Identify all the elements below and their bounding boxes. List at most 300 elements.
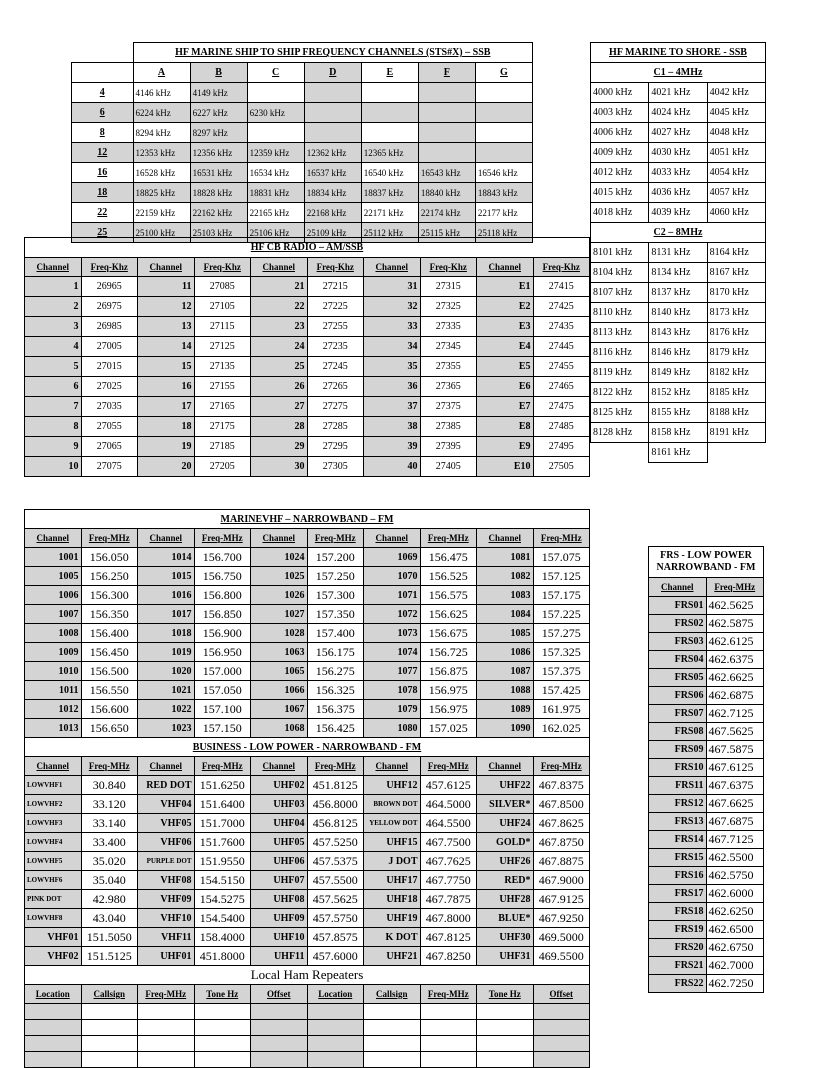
frs-frequency: 462.6125: [706, 633, 764, 651]
ham-cell: [81, 1020, 138, 1036]
ham-cell: [138, 1004, 195, 1020]
business-frequency: 154.5150: [194, 871, 251, 890]
vhf-channel: 1081: [477, 548, 534, 567]
ship-frequency: 8297 kHz: [190, 123, 247, 143]
frs-channel: FRS15: [649, 849, 707, 867]
business-frequency: 42.980: [81, 890, 138, 909]
ship-frequency: 16531 kHz: [190, 163, 247, 183]
business-frequency: 33.400: [81, 833, 138, 852]
ham-title: Local Ham Repeaters: [25, 966, 590, 985]
vhf-row: [25, 605, 590, 624]
ship-frequency: 25100 kHz: [133, 223, 190, 243]
cb-frequency: 27135: [194, 357, 251, 377]
business-frequency: 467.9000: [533, 871, 590, 890]
vhf-channel: 1084: [477, 605, 534, 624]
vhf-frequency: 157.225: [533, 605, 590, 624]
vhf-frequency: 156.900: [194, 624, 251, 643]
column-header: Channel: [364, 757, 421, 776]
frs-channel: FRS02: [649, 615, 707, 633]
shore-frequency: 8164 kHz: [707, 243, 765, 263]
vhf-row: [25, 681, 590, 700]
frs-channel: FRS05: [649, 669, 707, 687]
business-channel: UHF03: [251, 795, 308, 814]
vhf-frequency: 156.375: [307, 700, 364, 719]
ship-frequency: 6227 kHz: [190, 103, 247, 123]
cb-frequency: 27435: [533, 317, 590, 337]
cb-channel: E2: [477, 297, 534, 317]
ship-to-shore-table: [590, 42, 766, 463]
business-channel: K DOT: [364, 928, 421, 947]
frs-channel: FRS14: [649, 831, 707, 849]
business-channel: UHF30: [477, 928, 534, 947]
ham-header-row: [25, 985, 590, 1004]
business-frequency: 467.8750: [533, 833, 590, 852]
ship-frequency: 22168 kHz: [304, 203, 361, 223]
vhf-frequency: 157.125: [533, 567, 590, 586]
frs-frequency: 462.6250: [706, 903, 764, 921]
cb-frequency: 27175: [194, 417, 251, 437]
ham-cell: [477, 1020, 534, 1036]
ham-cell: [533, 1004, 590, 1020]
cb-frequency: 27015: [81, 357, 138, 377]
business-channel: VHF08: [138, 871, 195, 890]
vhf-frequency: 156.500: [81, 662, 138, 681]
ham-cell: [81, 1004, 138, 1020]
vhf-frequency: 156.750: [194, 567, 251, 586]
vhf-channel: 1020: [138, 662, 195, 681]
vhf-frequency: 156.725: [420, 643, 477, 662]
cb-frequency: 27325: [420, 297, 477, 317]
frs-frequency: 462.7250: [706, 975, 764, 993]
business-frequency: 457.5625: [307, 890, 364, 909]
frs-row: [649, 975, 764, 993]
vhf-frequency: 156.050: [81, 548, 138, 567]
ham-cell: [251, 1004, 308, 1020]
cb-frequency: 26975: [81, 297, 138, 317]
cb-frequency: 27405: [420, 457, 477, 477]
shore-frequency: 8176 kHz: [707, 323, 765, 343]
frs-title-row: [649, 547, 764, 578]
business-title: BUSINESS - LOW POWER - NARROWBAND - FM: [25, 738, 590, 757]
vhf-frequency: 157.000: [194, 662, 251, 681]
vhf-frequency: 157.375: [533, 662, 590, 681]
cb-channel: 28: [251, 417, 308, 437]
shore-frequency: 4048 kHz: [707, 123, 765, 143]
ship-frequency: [418, 103, 475, 123]
shore-frequency: 4006 kHz: [591, 123, 649, 143]
ship-frequency: 18825 kHz: [133, 183, 190, 203]
business-channel: UHF28: [477, 890, 534, 909]
column-header: Channel: [649, 578, 707, 597]
ship-frequency: 12362 kHz: [304, 143, 361, 163]
shore-frequency: 4027 kHz: [649, 123, 707, 143]
vhf-frequency: 157.400: [307, 624, 364, 643]
business-channel: SILVER*: [477, 795, 534, 814]
cb-channel: E4: [477, 337, 534, 357]
shore-frequency: 8107 kHz: [591, 283, 649, 303]
column-header: Freq-MHz: [81, 757, 138, 776]
cb-row: [25, 397, 590, 417]
vhf-row: [25, 643, 590, 662]
cb-row: [25, 357, 590, 377]
ham-cell: [420, 1004, 477, 1020]
vhf-row: [25, 567, 590, 586]
shore-frequency: 8149 kHz: [649, 363, 707, 383]
cb-title: HF CB RADIO – AM/SSB: [25, 238, 590, 258]
shore-frequency: 4018 kHz: [591, 203, 649, 223]
vhf-channel: 1069: [364, 548, 421, 567]
vhf-channel: 1066: [251, 681, 308, 700]
ship-frequency: 8294 kHz: [133, 123, 190, 143]
vhf-channel: 1022: [138, 700, 195, 719]
shore-frequency: 4057 kHz: [707, 183, 765, 203]
vhf-channel: 1086: [477, 643, 534, 662]
shore-frequency: 8191 kHz: [707, 423, 765, 443]
cb-frequency: 27355: [420, 357, 477, 377]
column-header: Channel: [25, 529, 82, 548]
shore-frequency: 4000 kHz: [591, 83, 649, 103]
column-header: Channel: [251, 258, 308, 277]
ham-cell: [477, 1036, 534, 1052]
business-channel: LOWVHF2: [25, 795, 82, 814]
cb-row: [25, 457, 590, 477]
business-frequency: 33.120: [81, 795, 138, 814]
ship-frequency: 12365 kHz: [361, 143, 418, 163]
vhf-frequency: 156.800: [194, 586, 251, 605]
business-frequency: 154.5275: [194, 890, 251, 909]
ham-cell: [194, 1036, 251, 1052]
cb-channel: 9: [25, 437, 82, 457]
vhf-channel: 1070: [364, 567, 421, 586]
column-header: Freq-MHz: [420, 757, 477, 776]
ham-cell: [477, 1004, 534, 1020]
frs-channel: FRS13: [649, 813, 707, 831]
ham-row: [25, 1052, 590, 1068]
column-header: Freq-Khz: [420, 258, 477, 277]
cb-channel: 31: [364, 277, 421, 297]
ship-channel: 12: [72, 143, 134, 163]
column-header: Freq-MHz: [194, 529, 251, 548]
cb-frequency: 27105: [194, 297, 251, 317]
cb-channel: 4: [25, 337, 82, 357]
vhf-frequency: 156.700: [194, 548, 251, 567]
frs-channel: FRS09: [649, 741, 707, 759]
vhf-frequency: 156.300: [81, 586, 138, 605]
frs-channel: FRS07: [649, 705, 707, 723]
business-channel: LOWVHF3: [25, 814, 82, 833]
vhf-frequency: 157.350: [307, 605, 364, 624]
cb-channel: 14: [138, 337, 195, 357]
shore-frequency: 4024 kHz: [649, 103, 707, 123]
cb-channel: 19: [138, 437, 195, 457]
cb-channel: 29: [251, 437, 308, 457]
shore-c1-row: [591, 63, 766, 83]
business-row: [25, 776, 590, 795]
ship-to-ship-table: [71, 42, 533, 243]
ham-cell: [533, 1036, 590, 1052]
shore-row: [591, 263, 766, 283]
cb-row: [25, 337, 590, 357]
ship-frequency: 12359 kHz: [247, 143, 304, 163]
ham-cell: [364, 1036, 421, 1052]
business-frequency: 467.9125: [533, 890, 590, 909]
shore-row: [591, 383, 766, 403]
ham-cell: [477, 1052, 534, 1068]
shore-frequency: [591, 443, 649, 463]
shore-frequency: 8146 kHz: [649, 343, 707, 363]
vhf-frequency: 156.950: [194, 643, 251, 662]
ship-frequency: 16528 kHz: [133, 163, 190, 183]
frs-title: [649, 547, 764, 578]
business-channel: UHF15: [364, 833, 421, 852]
ham-cell: [533, 1052, 590, 1068]
business-frequency: 456.8125: [307, 814, 364, 833]
business-row: [25, 928, 590, 947]
cb-frequency: 27155: [194, 377, 251, 397]
vhf-channel: 1009: [25, 643, 82, 662]
business-channel: VHF06: [138, 833, 195, 852]
ham-cell: [194, 1004, 251, 1020]
column-header: Freq-Khz: [81, 258, 138, 277]
ship-channel: 22: [72, 203, 134, 223]
ham-cell: [307, 1052, 364, 1068]
business-channel: UHF08: [251, 890, 308, 909]
cb-channel: E1: [477, 277, 534, 297]
vhf-frequency: 156.525: [420, 567, 477, 586]
frs-frequency: 462.6500: [706, 921, 764, 939]
ship-row: [72, 103, 533, 123]
ship-frequency: [361, 103, 418, 123]
column-header: Channel: [138, 757, 195, 776]
shore-row: [591, 323, 766, 343]
cb-row: [25, 417, 590, 437]
ship-frequency: 12356 kHz: [190, 143, 247, 163]
business-frequency: 457.6125: [420, 776, 477, 795]
column-header: Freq-MHz: [138, 985, 195, 1004]
business-frequency: 151.7600: [194, 833, 251, 852]
shore-row: [591, 203, 766, 223]
cb-channel: 11: [138, 277, 195, 297]
cb-channel: E5: [477, 357, 534, 377]
cb-channel: 6: [25, 377, 82, 397]
business-frequency: 457.5250: [307, 833, 364, 852]
cb-channel: 34: [364, 337, 421, 357]
frs-frequency: 467.6625: [706, 795, 764, 813]
cb-frequency: 27375: [420, 397, 477, 417]
marine-vhf-table: [24, 509, 590, 1068]
frs-title-line2: NARROWBAND - FM: [656, 562, 756, 573]
vhf-row: [25, 662, 590, 681]
cb-channel: 39: [364, 437, 421, 457]
ship-channel: 16: [72, 163, 134, 183]
ship-row: [72, 183, 533, 203]
cb-channel: 1: [25, 277, 82, 297]
business-channel: PINK DOT: [25, 890, 82, 909]
column-header: Channel: [477, 529, 534, 548]
cb-frequency: 27275: [307, 397, 364, 417]
cb-channel: E9: [477, 437, 534, 457]
frs-frequency: 467.6375: [706, 777, 764, 795]
frs-row: [649, 903, 764, 921]
business-frequency: 151.6400: [194, 795, 251, 814]
business-row: [25, 947, 590, 966]
ham-cell: [420, 1020, 477, 1036]
shore-frequency: 8167 kHz: [707, 263, 765, 283]
business-frequency: 43.040: [81, 909, 138, 928]
shore-frequency: 4036 kHz: [649, 183, 707, 203]
ham-title-row: [25, 966, 590, 985]
column-header: Freq-Khz: [307, 258, 364, 277]
vhf-channel: 1083: [477, 586, 534, 605]
cb-channel: 21: [251, 277, 308, 297]
ham-cell: [194, 1052, 251, 1068]
business-channel: BROWN DOT: [364, 795, 421, 814]
ship-frequency: 25118 kHz: [475, 223, 532, 243]
column-header: Freq-MHz: [533, 529, 590, 548]
ship-frequency: [304, 83, 361, 103]
frs-channel: FRS10: [649, 759, 707, 777]
cb-channel: 26: [251, 377, 308, 397]
column-header: Location: [25, 985, 82, 1004]
cb-channel: E8: [477, 417, 534, 437]
frs-row: [649, 741, 764, 759]
shore-frequency: 8188 kHz: [707, 403, 765, 423]
cb-frequency: 27075: [81, 457, 138, 477]
column-header: Freq-MHz: [81, 529, 138, 548]
column-header: Freq-MHz: [420, 529, 477, 548]
cb-frequency: 27085: [194, 277, 251, 297]
business-frequency: 467.7875: [420, 890, 477, 909]
shore-frequency: [707, 443, 765, 463]
business-frequency: 457.5375: [307, 852, 364, 871]
vhf-channel: 1012: [25, 700, 82, 719]
vhf-frequency: 157.200: [307, 548, 364, 567]
cb-frequency: 27295: [307, 437, 364, 457]
vhf-channel: 1088: [477, 681, 534, 700]
ham-cell: [364, 1052, 421, 1068]
ship-column-header: F: [418, 63, 475, 83]
frs-frequency: 467.6125: [706, 759, 764, 777]
column-header: Freq-MHz: [533, 757, 590, 776]
business-frequency: 467.8375: [533, 776, 590, 795]
shore-title-row: [591, 43, 766, 63]
vhf-frequency: 156.975: [420, 700, 477, 719]
shore-frequency: 8134 kHz: [649, 263, 707, 283]
ship-frequency: 22165 kHz: [247, 203, 304, 223]
ship-frequency: 18840 kHz: [418, 183, 475, 203]
vhf-frequency: 156.275: [307, 662, 364, 681]
cb-channel: E3: [477, 317, 534, 337]
business-frequency: 35.020: [81, 852, 138, 871]
business-frequency: 457.6000: [307, 947, 364, 966]
cb-channel: 24: [251, 337, 308, 357]
shore-row: [591, 123, 766, 143]
ham-cell: [25, 1052, 82, 1068]
shore-frequency: 4030 kHz: [649, 143, 707, 163]
business-row: [25, 814, 590, 833]
cb-row: [25, 297, 590, 317]
cb-row: [25, 377, 590, 397]
business-frequency: 158.4000: [194, 928, 251, 947]
vhf-channel: 1017: [138, 605, 195, 624]
shore-frequency: 8113 kHz: [591, 323, 649, 343]
column-header: Freq-Khz: [533, 258, 590, 277]
frs-frequency: 467.5875: [706, 741, 764, 759]
vhf-frequency: 156.400: [81, 624, 138, 643]
cb-frequency: 27205: [194, 457, 251, 477]
business-channel: VHF04: [138, 795, 195, 814]
business-channel: UHF06: [251, 852, 308, 871]
cb-channel: 7: [25, 397, 82, 417]
shore-frequency: 8158 kHz: [649, 423, 707, 443]
ship-frequency: 25109 kHz: [304, 223, 361, 243]
shore-row: [591, 143, 766, 163]
frs-frequency: 462.6000: [706, 885, 764, 903]
vhf-channel: 1021: [138, 681, 195, 700]
shore-frequency: 8161 kHz: [649, 443, 707, 463]
ham-cell: [194, 1020, 251, 1036]
ship-frequency: 16546 kHz: [475, 163, 532, 183]
vhf-frequency: 157.325: [533, 643, 590, 662]
cb-title-row: [25, 238, 590, 258]
shore-row: [591, 443, 766, 463]
ham-cell: [307, 1020, 364, 1036]
ship-frequency: 25106 kHz: [247, 223, 304, 243]
ship-frequency: [361, 123, 418, 143]
frs-channel: FRS08: [649, 723, 707, 741]
ham-cell: [138, 1036, 195, 1052]
ham-cell: [251, 1036, 308, 1052]
ham-cell: [25, 1020, 82, 1036]
vhf-channel: 1072: [364, 605, 421, 624]
business-channel: LOWVHF8: [25, 909, 82, 928]
vhf-channel: 1025: [251, 567, 308, 586]
cb-row: [25, 277, 590, 297]
ham-cell: [533, 1020, 590, 1036]
cb-channel: 23: [251, 317, 308, 337]
shore-frequency: 8182 kHz: [707, 363, 765, 383]
vhf-channel: 1073: [364, 624, 421, 643]
ship-row: [72, 163, 533, 183]
vhf-frequency: 156.425: [307, 719, 364, 738]
business-row: [25, 795, 590, 814]
vhf-channel: 1015: [138, 567, 195, 586]
ship-channel: 25: [72, 223, 134, 243]
ham-row: [25, 1020, 590, 1036]
frs-title-line1: FRS - LOW POWER: [660, 550, 752, 561]
ship-channel: 6: [72, 103, 134, 123]
cb-frequency: 26965: [81, 277, 138, 297]
ship-frequency: 16537 kHz: [304, 163, 361, 183]
business-channel: UHF09: [251, 909, 308, 928]
vhf-frequency: 157.075: [533, 548, 590, 567]
business-frequency: 469.5000: [533, 928, 590, 947]
vhf-frequency: 156.175: [307, 643, 364, 662]
ship-column-header: E: [361, 63, 418, 83]
frs-row: [649, 723, 764, 741]
vhf-frequency: 156.675: [420, 624, 477, 643]
vhf-frequency: 157.025: [420, 719, 477, 738]
vhf-frequency: 156.650: [81, 719, 138, 738]
vhf-channel: 1011: [25, 681, 82, 700]
cb-frequency: 27225: [307, 297, 364, 317]
column-header: Location: [307, 985, 364, 1004]
column-header: Freq-MHz: [706, 578, 764, 597]
shore-row: [591, 283, 766, 303]
business-channel: VHF05: [138, 814, 195, 833]
ship-frequency: 16534 kHz: [247, 163, 304, 183]
business-frequency: 467.7500: [420, 833, 477, 852]
